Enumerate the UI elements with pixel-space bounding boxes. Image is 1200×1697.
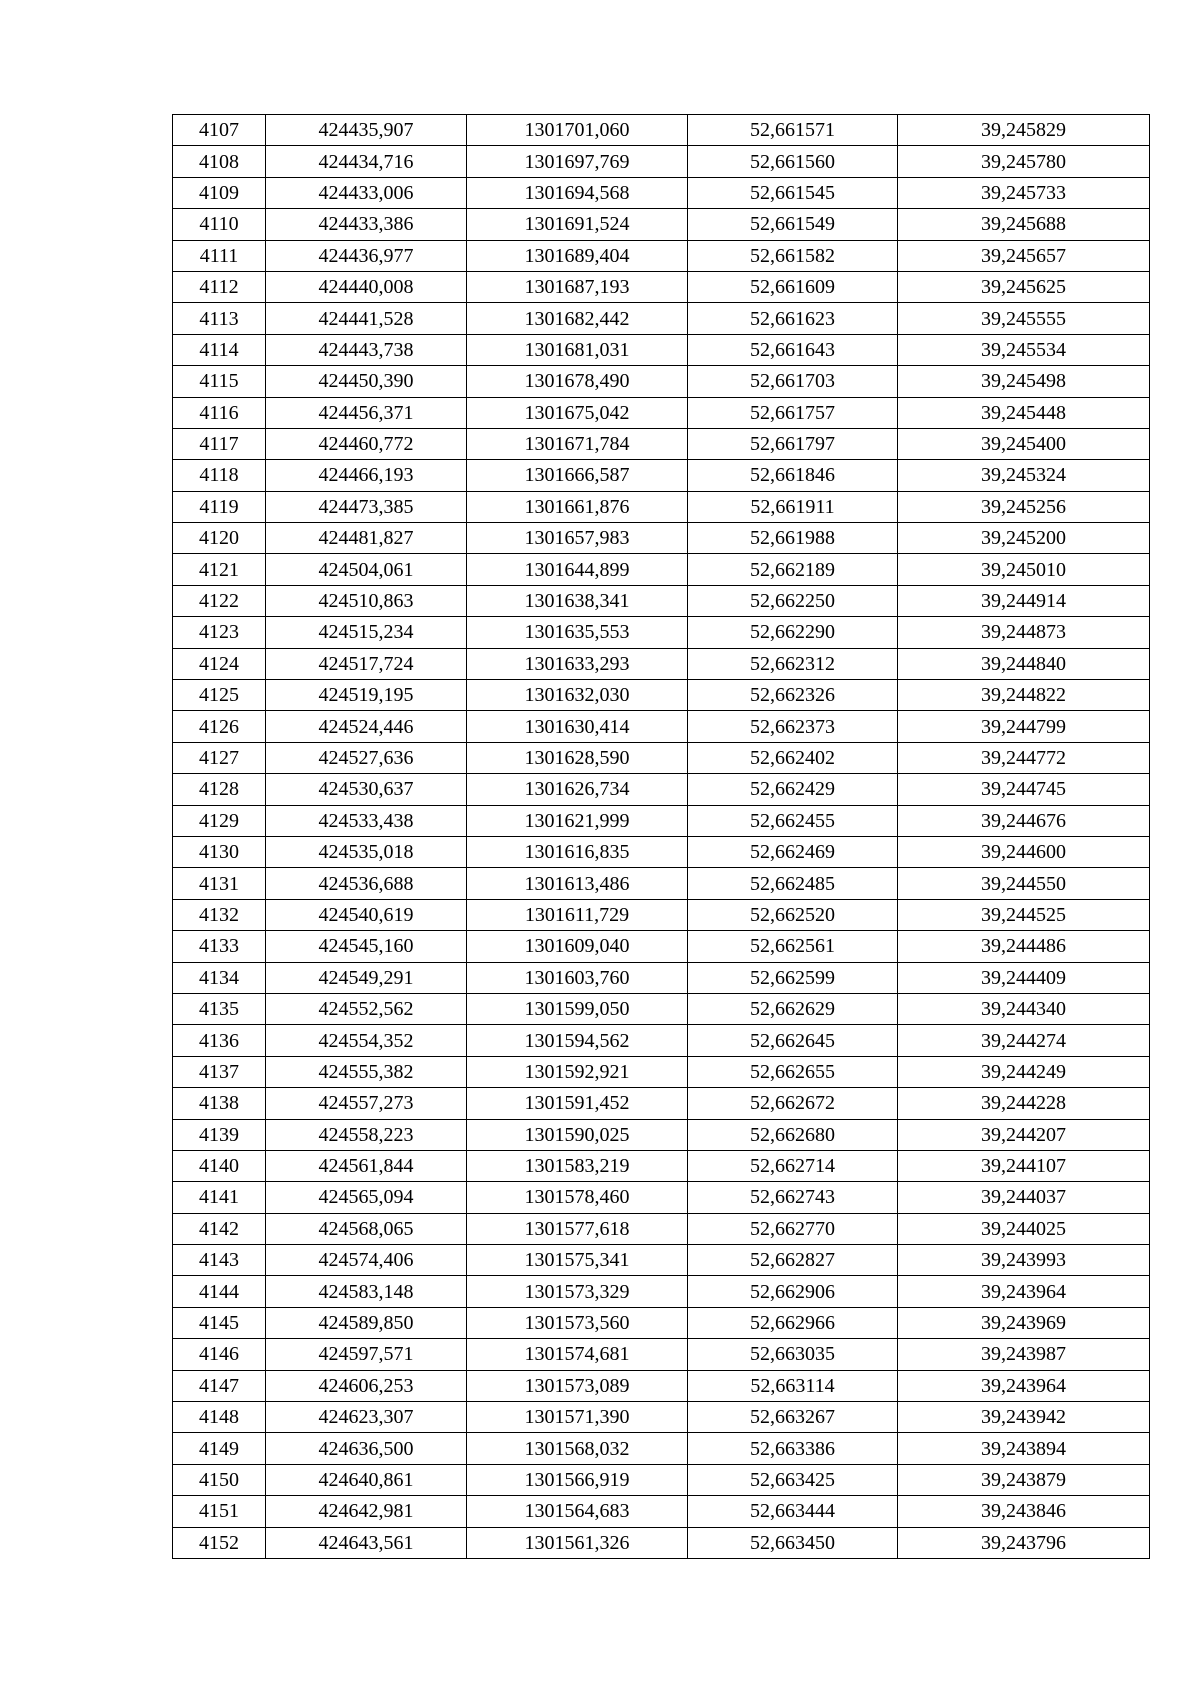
y-coordinate-cell: 1301578,460 [467, 1182, 688, 1213]
point-number-cell: 4142 [173, 1213, 266, 1244]
longitude-cell: 39,245555 [898, 303, 1150, 334]
longitude-cell: 39,245324 [898, 460, 1150, 491]
latitude-cell: 52,663386 [688, 1433, 898, 1464]
x-coordinate-cell: 424435,907 [266, 115, 467, 146]
y-coordinate-cell: 1301681,031 [467, 334, 688, 365]
y-coordinate-cell: 1301687,193 [467, 271, 688, 302]
x-coordinate-cell: 424597,571 [266, 1339, 467, 1370]
y-coordinate-cell: 1301661,876 [467, 491, 688, 522]
x-coordinate-cell: 424473,385 [266, 491, 467, 522]
table-row [173, 962, 1150, 993]
y-coordinate-cell: 1301694,568 [467, 177, 688, 208]
longitude-cell: 39,244676 [898, 805, 1150, 836]
y-coordinate-cell: 1301575,341 [467, 1245, 688, 1276]
x-coordinate-cell: 424450,390 [266, 366, 467, 397]
table-row [173, 115, 1150, 146]
point-number-cell: 4148 [173, 1402, 266, 1433]
table-row [173, 1088, 1150, 1119]
longitude-cell: 39,244340 [898, 993, 1150, 1024]
longitude-cell: 39,244873 [898, 617, 1150, 648]
y-coordinate-cell: 1301628,590 [467, 742, 688, 773]
latitude-cell: 52,662312 [688, 648, 898, 679]
point-number-cell: 4149 [173, 1433, 266, 1464]
longitude-cell: 39,243894 [898, 1433, 1150, 1464]
y-coordinate-cell: 1301630,414 [467, 711, 688, 742]
x-coordinate-cell: 424549,291 [266, 962, 467, 993]
point-number-cell: 4136 [173, 1025, 266, 1056]
x-coordinate-cell: 424540,619 [266, 899, 467, 930]
x-coordinate-cell: 424568,065 [266, 1213, 467, 1244]
x-coordinate-cell: 424440,008 [266, 271, 467, 302]
latitude-cell: 52,662189 [688, 554, 898, 585]
point-number-cell: 4110 [173, 209, 266, 240]
y-coordinate-cell: 1301594,562 [467, 1025, 688, 1056]
y-coordinate-cell: 1301666,587 [467, 460, 688, 491]
latitude-cell: 52,662373 [688, 711, 898, 742]
latitude-cell: 52,661549 [688, 209, 898, 240]
table-row [173, 1276, 1150, 1307]
latitude-cell: 52,661582 [688, 240, 898, 271]
point-number-cell: 4113 [173, 303, 266, 334]
table-row [173, 366, 1150, 397]
longitude-cell: 39,244486 [898, 931, 1150, 962]
latitude-cell: 52,662680 [688, 1119, 898, 1150]
point-number-cell: 4125 [173, 680, 266, 711]
point-number-cell: 4124 [173, 648, 266, 679]
x-coordinate-cell: 424636,500 [266, 1433, 467, 1464]
latitude-cell: 52,661846 [688, 460, 898, 491]
x-coordinate-cell: 424606,253 [266, 1370, 467, 1401]
x-coordinate-cell: 424466,193 [266, 460, 467, 491]
y-coordinate-cell: 1301573,560 [467, 1307, 688, 1338]
table-row [173, 1245, 1150, 1276]
x-coordinate-cell: 424433,386 [266, 209, 467, 240]
table-row [173, 209, 1150, 240]
y-coordinate-cell: 1301671,784 [467, 428, 688, 459]
table-row [173, 931, 1150, 962]
y-coordinate-cell: 1301657,983 [467, 523, 688, 554]
longitude-cell: 39,243942 [898, 1402, 1150, 1433]
latitude-cell: 52,662485 [688, 868, 898, 899]
longitude-cell: 39,245780 [898, 146, 1150, 177]
latitude-cell: 52,662250 [688, 585, 898, 616]
x-coordinate-cell: 424533,438 [266, 805, 467, 836]
table-row [173, 1496, 1150, 1527]
point-number-cell: 4123 [173, 617, 266, 648]
point-number-cell: 4146 [173, 1339, 266, 1370]
point-number-cell: 4118 [173, 460, 266, 491]
point-number-cell: 4141 [173, 1182, 266, 1213]
table-row [173, 648, 1150, 679]
point-number-cell: 4133 [173, 931, 266, 962]
point-number-cell: 4143 [173, 1245, 266, 1276]
table-row [173, 1119, 1150, 1150]
latitude-cell: 52,663267 [688, 1402, 898, 1433]
latitude-cell: 52,663425 [688, 1464, 898, 1495]
y-coordinate-cell: 1301583,219 [467, 1150, 688, 1181]
point-number-cell: 4137 [173, 1056, 266, 1087]
x-coordinate-cell: 424561,844 [266, 1150, 467, 1181]
longitude-cell: 39,244799 [898, 711, 1150, 742]
point-number-cell: 4112 [173, 271, 266, 302]
x-coordinate-cell: 424504,061 [266, 554, 467, 585]
latitude-cell: 52,662906 [688, 1276, 898, 1307]
x-coordinate-cell: 424515,234 [266, 617, 467, 648]
latitude-cell: 52,662455 [688, 805, 898, 836]
longitude-cell: 39,244107 [898, 1150, 1150, 1181]
x-coordinate-cell: 424558,223 [266, 1119, 467, 1150]
x-coordinate-cell: 424527,636 [266, 742, 467, 773]
x-coordinate-cell: 424574,406 [266, 1245, 467, 1276]
longitude-cell: 39,245498 [898, 366, 1150, 397]
table-row [173, 334, 1150, 365]
table-row [173, 617, 1150, 648]
x-coordinate-cell: 424436,977 [266, 240, 467, 271]
table-row [173, 271, 1150, 302]
table-row [173, 523, 1150, 554]
longitude-cell: 39,244914 [898, 585, 1150, 616]
point-number-cell: 4114 [173, 334, 266, 365]
table-row [173, 868, 1150, 899]
table-row [173, 303, 1150, 334]
point-number-cell: 4150 [173, 1464, 266, 1495]
x-coordinate-cell: 424519,195 [266, 680, 467, 711]
table-row [173, 1150, 1150, 1181]
table-row [173, 1433, 1150, 1464]
longitude-cell: 39,244249 [898, 1056, 1150, 1087]
latitude-cell: 52,662629 [688, 993, 898, 1024]
y-coordinate-cell: 1301632,030 [467, 680, 688, 711]
longitude-cell: 39,244207 [898, 1119, 1150, 1150]
longitude-cell: 39,244037 [898, 1182, 1150, 1213]
point-number-cell: 4139 [173, 1119, 266, 1150]
latitude-cell: 52,663444 [688, 1496, 898, 1527]
latitude-cell: 52,663450 [688, 1527, 898, 1558]
y-coordinate-cell: 1301616,835 [467, 836, 688, 867]
longitude-cell: 39,244772 [898, 742, 1150, 773]
table-row [173, 1025, 1150, 1056]
table-row [173, 1307, 1150, 1338]
y-coordinate-cell: 1301564,683 [467, 1496, 688, 1527]
x-coordinate-cell: 424565,094 [266, 1182, 467, 1213]
longitude-cell: 39,245400 [898, 428, 1150, 459]
latitude-cell: 52,661643 [688, 334, 898, 365]
table-row [173, 1402, 1150, 1433]
y-coordinate-cell: 1301621,999 [467, 805, 688, 836]
latitude-cell: 52,661757 [688, 397, 898, 428]
longitude-cell: 39,243969 [898, 1307, 1150, 1338]
x-coordinate-cell: 424623,307 [266, 1402, 467, 1433]
longitude-cell: 39,244840 [898, 648, 1150, 679]
table-row [173, 680, 1150, 711]
latitude-cell: 52,662672 [688, 1088, 898, 1119]
latitude-cell: 52,661560 [688, 146, 898, 177]
point-number-cell: 4117 [173, 428, 266, 459]
latitude-cell: 52,662770 [688, 1213, 898, 1244]
latitude-cell: 52,661609 [688, 271, 898, 302]
x-coordinate-cell: 424552,562 [266, 993, 467, 1024]
latitude-cell: 52,661797 [688, 428, 898, 459]
table-row [173, 460, 1150, 491]
table-row [173, 1370, 1150, 1401]
y-coordinate-cell: 1301689,404 [467, 240, 688, 271]
point-number-cell: 4122 [173, 585, 266, 616]
table-row [173, 1213, 1150, 1244]
point-number-cell: 4119 [173, 491, 266, 522]
table-row [173, 805, 1150, 836]
latitude-cell: 52,662326 [688, 680, 898, 711]
table-row [173, 774, 1150, 805]
point-number-cell: 4109 [173, 177, 266, 208]
table-row [173, 1527, 1150, 1558]
y-coordinate-cell: 1301577,618 [467, 1213, 688, 1244]
x-coordinate-cell: 424536,688 [266, 868, 467, 899]
latitude-cell: 52,662290 [688, 617, 898, 648]
point-number-cell: 4131 [173, 868, 266, 899]
longitude-cell: 39,244600 [898, 836, 1150, 867]
table-row [173, 1339, 1150, 1370]
y-coordinate-cell: 1301591,452 [467, 1088, 688, 1119]
table-row [173, 554, 1150, 585]
latitude-cell: 52,662561 [688, 931, 898, 962]
latitude-cell: 52,662402 [688, 742, 898, 773]
longitude-cell: 39,243964 [898, 1370, 1150, 1401]
latitude-cell: 52,662469 [688, 836, 898, 867]
y-coordinate-cell: 1301574,681 [467, 1339, 688, 1370]
latitude-cell: 52,662743 [688, 1182, 898, 1213]
point-number-cell: 4127 [173, 742, 266, 773]
longitude-cell: 39,245688 [898, 209, 1150, 240]
latitude-cell: 52,662966 [688, 1307, 898, 1338]
y-coordinate-cell: 1301590,025 [467, 1119, 688, 1150]
y-coordinate-cell: 1301675,042 [467, 397, 688, 428]
point-number-cell: 4151 [173, 1496, 266, 1527]
table-row [173, 146, 1150, 177]
point-number-cell: 4144 [173, 1276, 266, 1307]
x-coordinate-cell: 424642,981 [266, 1496, 467, 1527]
x-coordinate-cell: 424557,273 [266, 1088, 467, 1119]
latitude-cell: 52,662655 [688, 1056, 898, 1087]
latitude-cell: 52,662520 [688, 899, 898, 930]
latitude-cell: 52,661988 [688, 523, 898, 554]
latitude-cell: 52,661571 [688, 115, 898, 146]
x-coordinate-cell: 424433,006 [266, 177, 467, 208]
y-coordinate-cell: 1301678,490 [467, 366, 688, 397]
y-coordinate-cell: 1301701,060 [467, 115, 688, 146]
y-coordinate-cell: 1301633,293 [467, 648, 688, 679]
y-coordinate-cell: 1301561,326 [467, 1527, 688, 1558]
x-coordinate-cell: 424640,861 [266, 1464, 467, 1495]
point-number-cell: 4132 [173, 899, 266, 930]
latitude-cell: 52,662599 [688, 962, 898, 993]
coordinates-table-body [173, 115, 1150, 1559]
latitude-cell: 52,662429 [688, 774, 898, 805]
point-number-cell: 4152 [173, 1527, 266, 1558]
x-coordinate-cell: 424434,716 [266, 146, 467, 177]
longitude-cell: 39,244409 [898, 962, 1150, 993]
longitude-cell: 39,243964 [898, 1276, 1150, 1307]
y-coordinate-cell: 1301573,329 [467, 1276, 688, 1307]
longitude-cell: 39,244228 [898, 1088, 1150, 1119]
table-row [173, 1056, 1150, 1087]
y-coordinate-cell: 1301635,553 [467, 617, 688, 648]
point-number-cell: 4145 [173, 1307, 266, 1338]
point-number-cell: 4129 [173, 805, 266, 836]
longitude-cell: 39,245829 [898, 115, 1150, 146]
latitude-cell: 52,662714 [688, 1150, 898, 1181]
x-coordinate-cell: 424589,850 [266, 1307, 467, 1338]
y-coordinate-cell: 1301691,524 [467, 209, 688, 240]
table-row [173, 1464, 1150, 1495]
point-number-cell: 4130 [173, 836, 266, 867]
table-row [173, 428, 1150, 459]
latitude-cell: 52,661703 [688, 366, 898, 397]
x-coordinate-cell: 424524,446 [266, 711, 467, 742]
longitude-cell: 39,244745 [898, 774, 1150, 805]
longitude-cell: 39,244274 [898, 1025, 1150, 1056]
latitude-cell: 52,662645 [688, 1025, 898, 1056]
x-coordinate-cell: 424510,863 [266, 585, 467, 616]
point-number-cell: 4121 [173, 554, 266, 585]
y-coordinate-cell: 1301626,734 [467, 774, 688, 805]
table-row [173, 899, 1150, 930]
longitude-cell: 39,243987 [898, 1339, 1150, 1370]
x-coordinate-cell: 424460,772 [266, 428, 467, 459]
x-coordinate-cell: 424643,561 [266, 1527, 467, 1558]
coordinates-table [172, 114, 1150, 1559]
longitude-cell: 39,245010 [898, 554, 1150, 585]
table-row [173, 585, 1150, 616]
longitude-cell: 39,245256 [898, 491, 1150, 522]
latitude-cell: 52,661545 [688, 177, 898, 208]
latitude-cell: 52,663114 [688, 1370, 898, 1401]
longitude-cell: 39,245448 [898, 397, 1150, 428]
table-row [173, 742, 1150, 773]
latitude-cell: 52,661911 [688, 491, 898, 522]
latitude-cell: 52,661623 [688, 303, 898, 334]
point-number-cell: 4147 [173, 1370, 266, 1401]
y-coordinate-cell: 1301638,341 [467, 585, 688, 616]
longitude-cell: 39,243879 [898, 1464, 1150, 1495]
point-number-cell: 4128 [173, 774, 266, 805]
x-coordinate-cell: 424545,160 [266, 931, 467, 962]
longitude-cell: 39,243796 [898, 1527, 1150, 1558]
point-number-cell: 4108 [173, 146, 266, 177]
x-coordinate-cell: 424517,724 [266, 648, 467, 679]
longitude-cell: 39,245733 [898, 177, 1150, 208]
point-number-cell: 4126 [173, 711, 266, 742]
longitude-cell: 39,245657 [898, 240, 1150, 271]
longitude-cell: 39,244550 [898, 868, 1150, 899]
longitude-cell: 39,244525 [898, 899, 1150, 930]
table-row [173, 836, 1150, 867]
y-coordinate-cell: 1301611,729 [467, 899, 688, 930]
table-row [173, 993, 1150, 1024]
longitude-cell: 39,245625 [898, 271, 1150, 302]
y-coordinate-cell: 1301592,921 [467, 1056, 688, 1087]
point-number-cell: 4115 [173, 366, 266, 397]
longitude-cell: 39,245200 [898, 523, 1150, 554]
point-number-cell: 4140 [173, 1150, 266, 1181]
x-coordinate-cell: 424530,637 [266, 774, 467, 805]
table-row [173, 1182, 1150, 1213]
y-coordinate-cell: 1301613,486 [467, 868, 688, 899]
y-coordinate-cell: 1301571,390 [467, 1402, 688, 1433]
point-number-cell: 4120 [173, 523, 266, 554]
y-coordinate-cell: 1301568,032 [467, 1433, 688, 1464]
y-coordinate-cell: 1301599,050 [467, 993, 688, 1024]
longitude-cell: 39,243846 [898, 1496, 1150, 1527]
point-number-cell: 4111 [173, 240, 266, 271]
point-number-cell: 4107 [173, 115, 266, 146]
y-coordinate-cell: 1301609,040 [467, 931, 688, 962]
longitude-cell: 39,243993 [898, 1245, 1150, 1276]
point-number-cell: 4135 [173, 993, 266, 1024]
table-row [173, 711, 1150, 742]
latitude-cell: 52,662827 [688, 1245, 898, 1276]
y-coordinate-cell: 1301566,919 [467, 1464, 688, 1495]
x-coordinate-cell: 424441,528 [266, 303, 467, 334]
table-row [173, 240, 1150, 271]
x-coordinate-cell: 424554,352 [266, 1025, 467, 1056]
y-coordinate-cell: 1301573,089 [467, 1370, 688, 1401]
longitude-cell: 39,244025 [898, 1213, 1150, 1244]
point-number-cell: 4138 [173, 1088, 266, 1119]
latitude-cell: 52,663035 [688, 1339, 898, 1370]
x-coordinate-cell: 424443,738 [266, 334, 467, 365]
point-number-cell: 4116 [173, 397, 266, 428]
table-row [173, 491, 1150, 522]
x-coordinate-cell: 424456,371 [266, 397, 467, 428]
longitude-cell: 39,244822 [898, 680, 1150, 711]
y-coordinate-cell: 1301682,442 [467, 303, 688, 334]
longitude-cell: 39,245534 [898, 334, 1150, 365]
x-coordinate-cell: 424583,148 [266, 1276, 467, 1307]
table-row [173, 177, 1150, 208]
x-coordinate-cell: 424481,827 [266, 523, 467, 554]
x-coordinate-cell: 424555,382 [266, 1056, 467, 1087]
x-coordinate-cell: 424535,018 [266, 836, 467, 867]
table-row [173, 397, 1150, 428]
point-number-cell: 4134 [173, 962, 266, 993]
y-coordinate-cell: 1301603,760 [467, 962, 688, 993]
y-coordinate-cell: 1301644,899 [467, 554, 688, 585]
y-coordinate-cell: 1301697,769 [467, 146, 688, 177]
